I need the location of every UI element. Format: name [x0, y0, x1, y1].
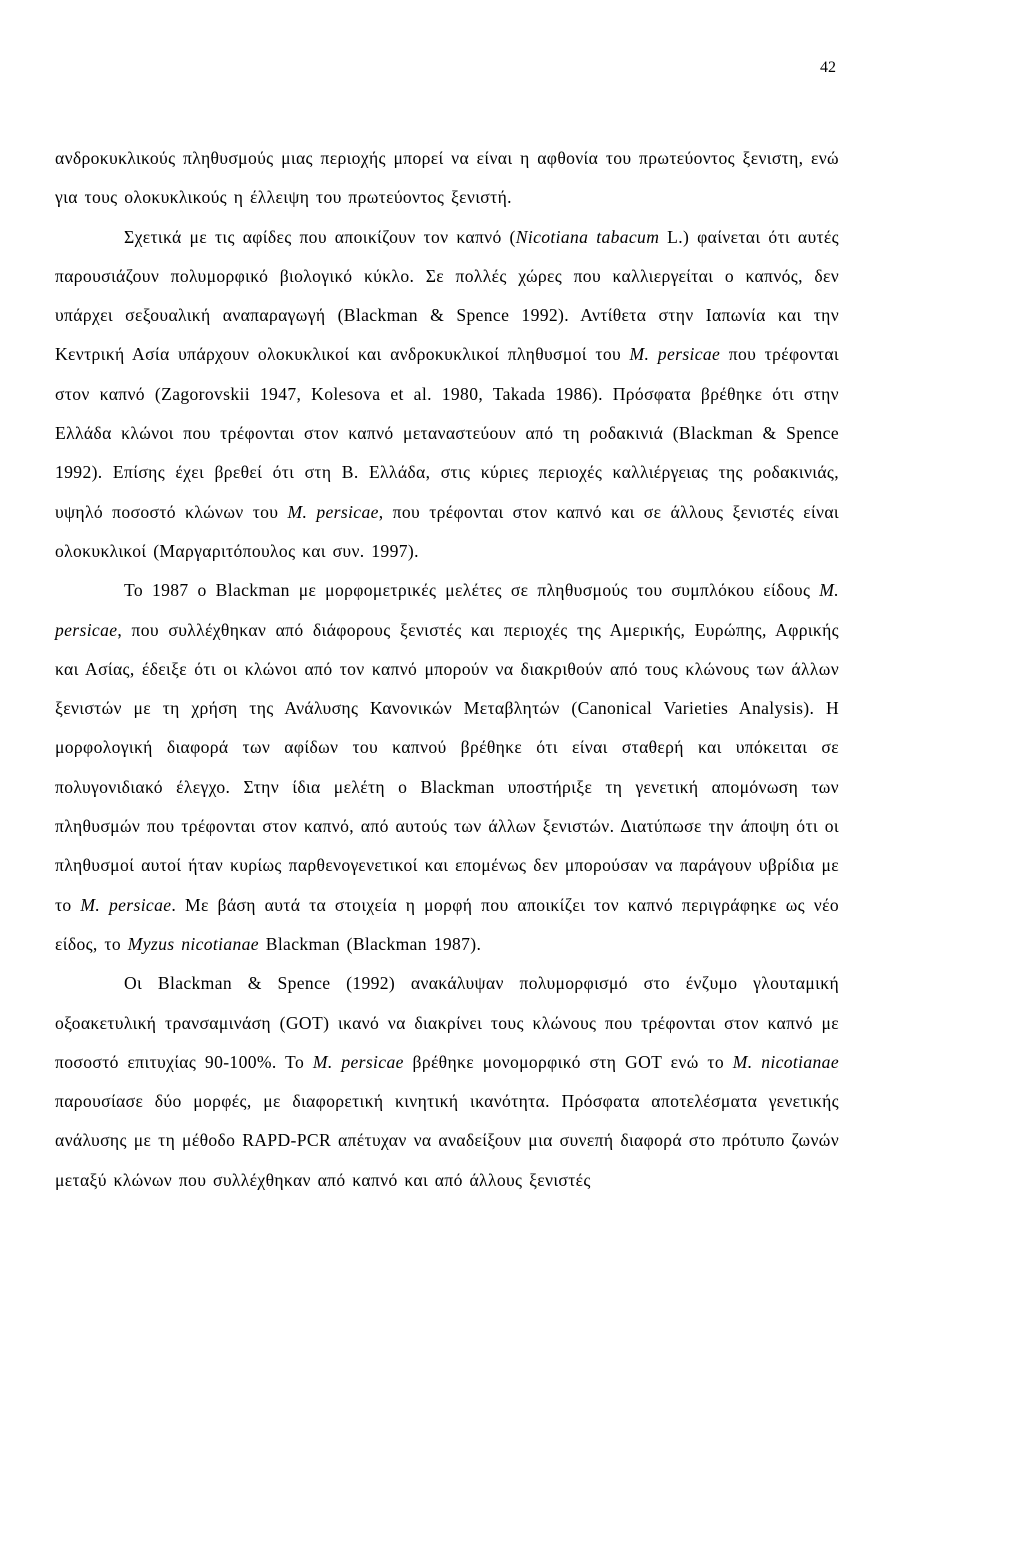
- species-name: M. persicae: [312, 1051, 404, 1072]
- species-name: M. nicotianae: [732, 1051, 839, 1072]
- text-run: L.) φαίνεται ότι αυτές παρουσιάζουν πολυμορφικό βιολογικό κύκλο. Σε πολλές χώρες που καλλιεργείται ο καπνός, δεν υπάρχει σεξουαλική αναπαραγωγή (Blackman & Spence 1992). Αντίθετα στην Ιαπωνία και την Κεντρική Ασία υπάρχουν ολοκυκλικοί και ανδροκυκλικοί πληθυσμοί του: [55, 226, 839, 365]
- text-run: Οι Blackman & Spence (1992) ανακάλυψαν πολυμορφισμό στο ένζυμο γλουταμική οξοακετυλική τρανσαμινάση (GOT) ικανό να διακρίνει τους κλώνους που τρέφονται στον καπνό με ποσοστό επιτυχίας 90-100%. Το: [55, 973, 839, 1072]
- text-run: ανδροκυκλικούς πληθυσμούς μιας περιοχής μπορεί να είναι η αφθονία του πρωτεύοντος ξενιστη, ενώ για τους ολοκυκλικούς η έλλειψη του πρωτεύοντος ξενιστή.: [55, 148, 839, 208]
- species-name: M. persicae: [629, 344, 721, 365]
- text-run: βρέθηκε μονομορφικό στη GOT ενώ το: [403, 1051, 733, 1072]
- text-run: , που συλλέχθηκαν από διάφορους ξενιστές και περιοχές της Αμερικής, Ευρώπης, Αφρικής και Ασίας, έδειξε ότι οι κλώνοι από τον καπνό μπορούν να διακριθούν από τους κλώνους των άλλων ξενιστών με τη χρήση της Ανάλυσης Κανονικών Μεταβλητών (Canonical Varieties Analysis). Η μορφολογική διαφορά των αφίδων του καπνού βρέθηκε ότι είναι σταθερή και υπόκειται σε πολυγονιδιακό έλεγχο. Στην ίδια μελέτη ο Blackman υποστήριξε τη γενετική απομόνωση των πληθυσμών που τρέφονται στον καπνό, από αυτούς των άλλων ξενιστών. Διατύπωσε την άποψη ότι οι πληθυσμοί αυτοί ήταν κυρίως παρθενογενετικοί και επομένως δεν μπορούσαν να παράγουν υβρίδια με το: [55, 619, 839, 915]
- paragraph-4: [55, 964, 839, 1200]
- text-run: , που τρέφονται στον καπνό και σε άλλους ξενιστές είναι ολοκυκλικοί (Μαργαριτόπουλος και συν. 1997).: [55, 501, 840, 561]
- species-name: Nicotiana tabacum: [515, 226, 660, 247]
- species-name: M. persicae: [80, 894, 172, 915]
- text-run: που τρέφονται στον καπνό (Zagorovskii 1947, Kolesova et al. 1980, Takada 1986). Πρόσφατα βρέθηκε ότι στην Ελλάδα κλώνοι που τρέφονται στον καπνό μεταναστεύουν από τη ροδακινιά (Blackman & Spence 1992). Επίσης έχει βρεθεί ότι στη Β. Ελλάδα, στις κύριες περιοχές καλλιέργειας της ροδακινιάς, υψηλό ποσοστό κλώνων του: [55, 344, 839, 522]
- paragraph-3: [55, 571, 839, 964]
- species-name: Myzus nicotianae: [127, 933, 259, 954]
- paragraph-1: [55, 139, 839, 218]
- body-text: [55, 139, 839, 1200]
- text-run: Blackman (Blackman 1987).: [258, 933, 482, 954]
- text-run: Το 1987 ο Blackman με μορφομετρικές μελέτες σε πληθυσμούς του συμπλόκου είδους: [124, 580, 820, 601]
- page-number: 42: [820, 59, 836, 76]
- species-name: M. persicae: [287, 501, 379, 522]
- text-run: Σχετικά με τις αφίδες που αποικίζουν τον καπνό (: [124, 226, 516, 247]
- text-run: παρουσίασε δύο μορφές, με διαφορετική κινητική ικανότητα. Πρόσφατα αποτελέσματα γενετικής ανάλυσης με τη μέθοδο RAPD-PCR απέτυχαν να αναδείξουν μια συνεπή διαφορά στο πρότυπο ζωνών μεταξύ κλώνων που συλλέχθηκαν από καπνό και από άλλους ξενιστές: [55, 1091, 839, 1190]
- paragraph-2: [55, 218, 839, 572]
- text-run: . Με βάση αυτά τα στοιχεία η μορφή που αποικίζει τον καπνό περιγράφηκε ως νέο είδος, το: [55, 894, 839, 954]
- species-name: M. persicae: [55, 580, 839, 640]
